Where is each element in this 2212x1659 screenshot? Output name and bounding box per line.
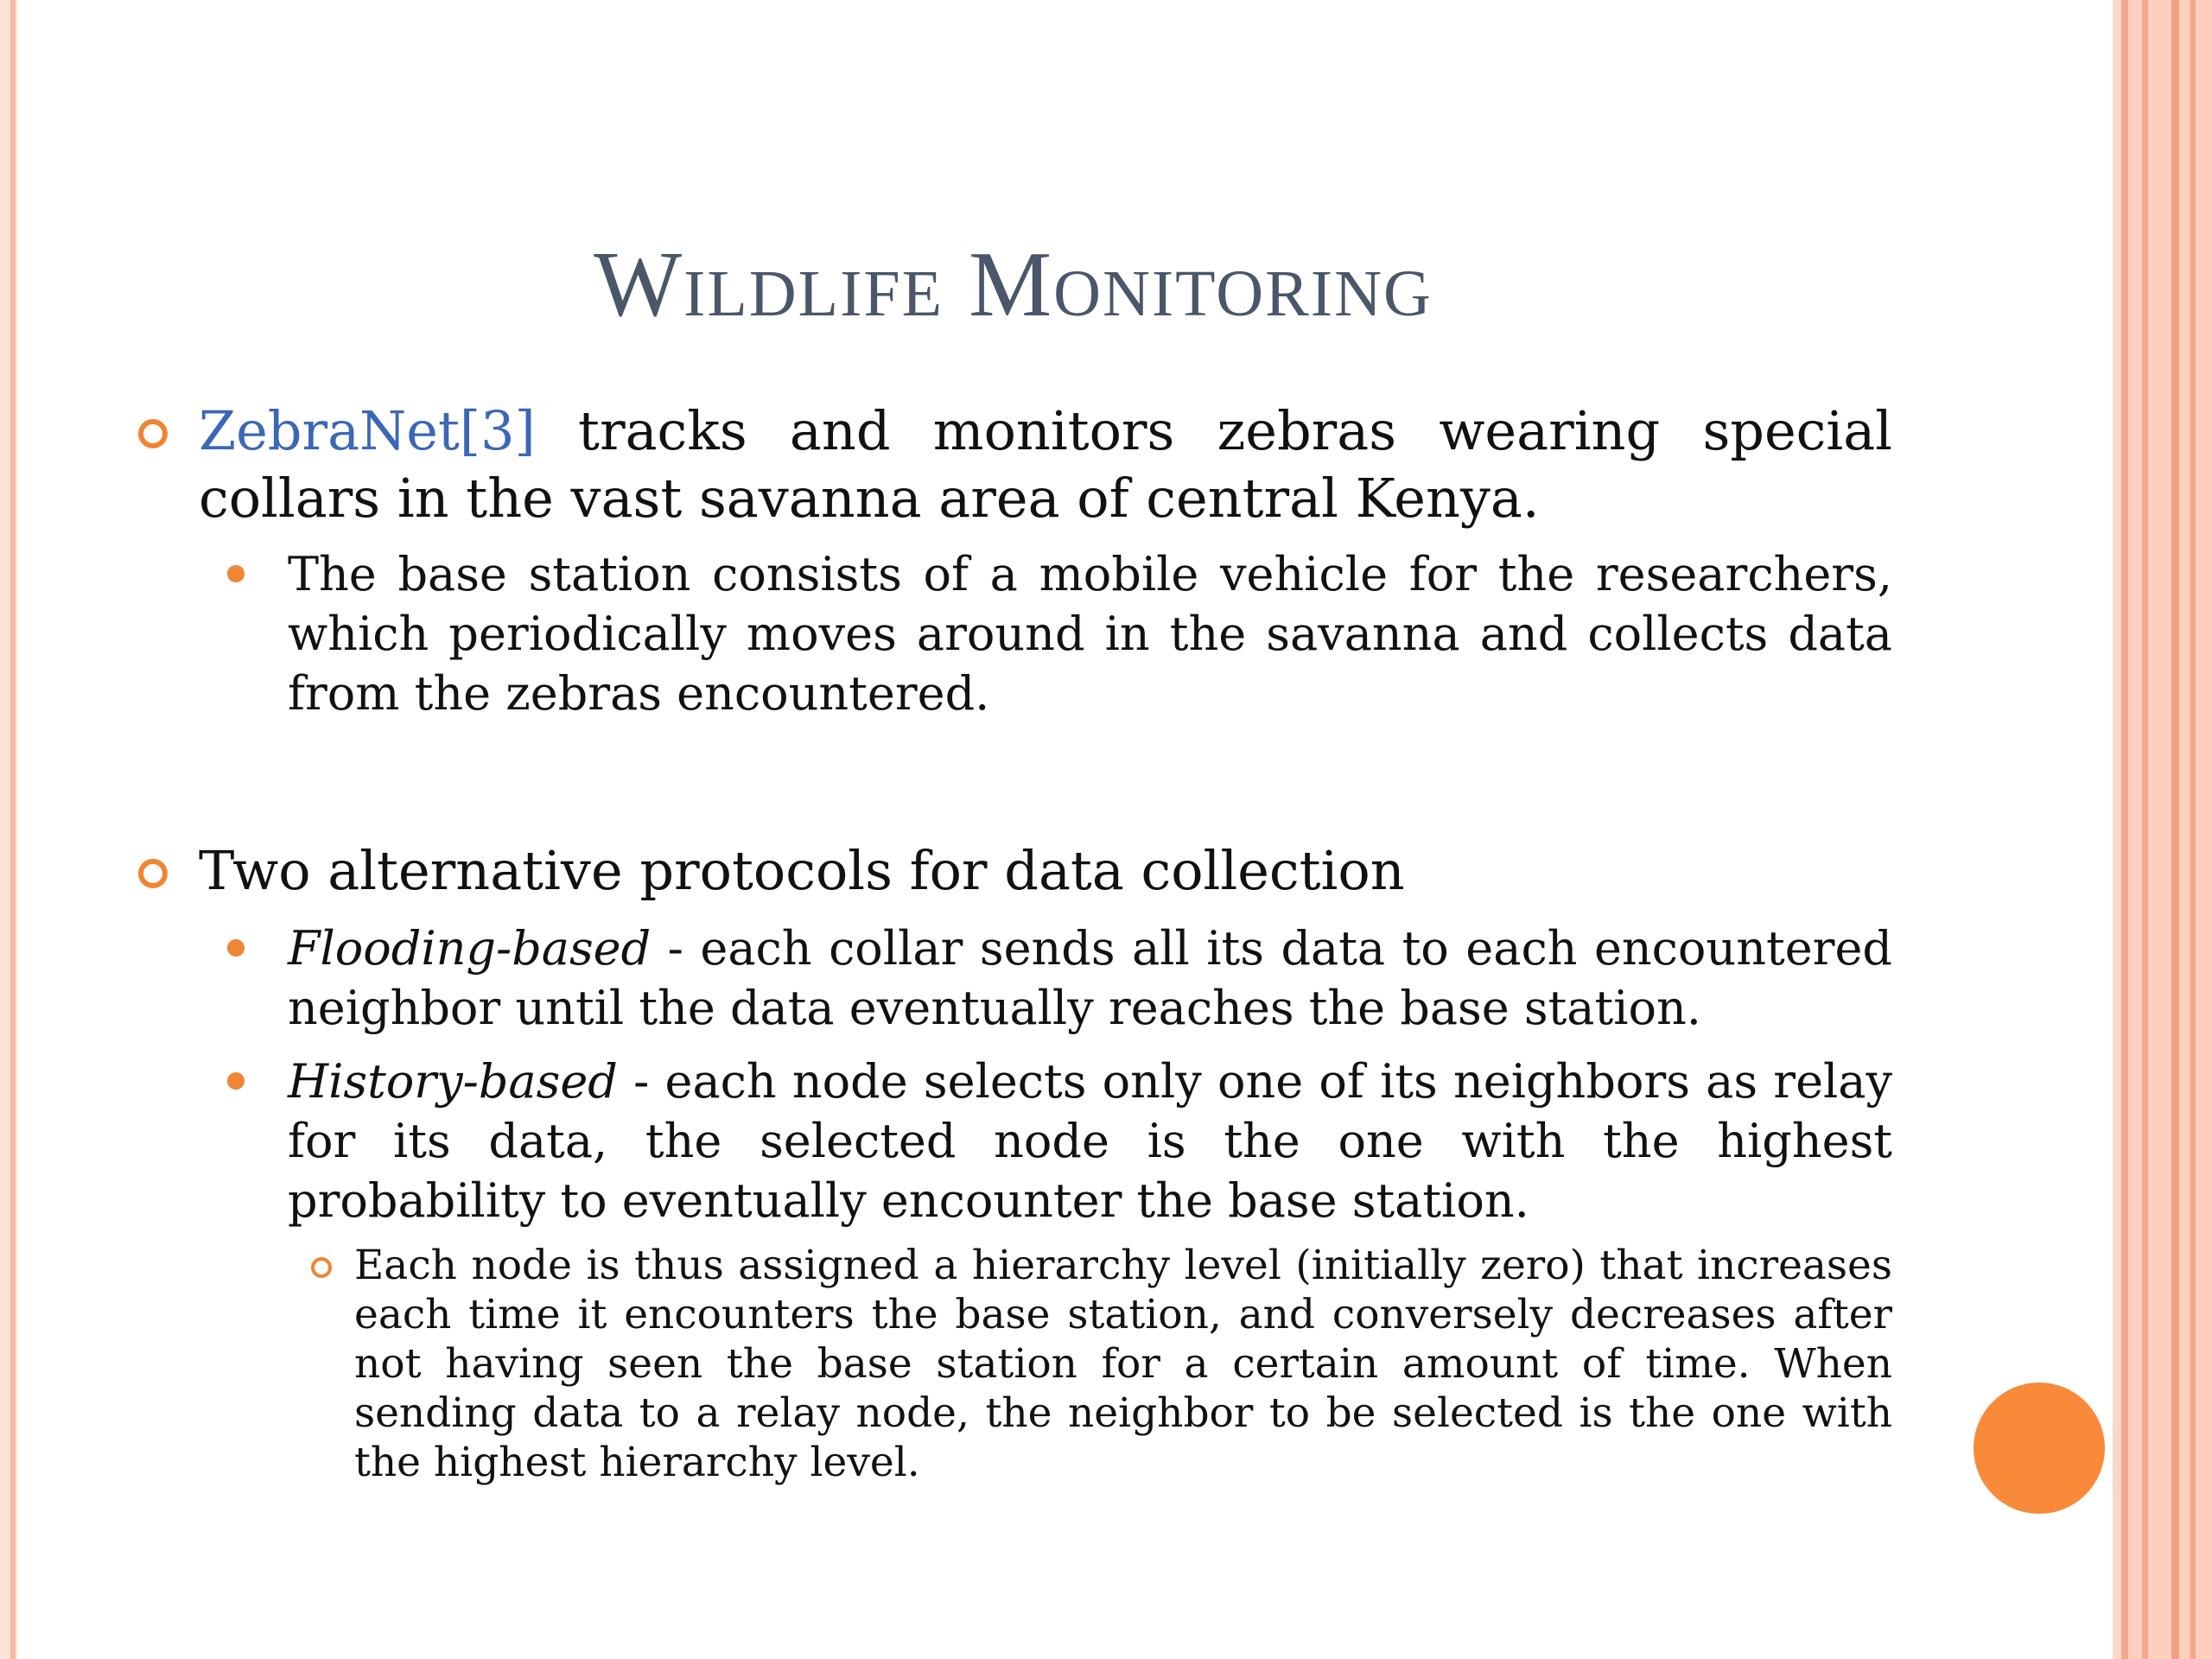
- sub-bullet-text: - each node selects only one of its neighbors as relay for its data, the selected node is the one with the highest probability to eventually encounter the base station.: [288, 1054, 1892, 1228]
- right-border: [2113, 0, 2212, 1659]
- bullet-ring-icon: [138, 859, 168, 888]
- bullet-protocols: [138, 837, 1892, 905]
- bullet-dot-icon: [227, 1072, 245, 1090]
- protocol-term: Flooding-based: [288, 921, 652, 976]
- bullet-text: tracks and monitors zebras wearing special collars in the vast savanna area of central Kenya.: [199, 399, 1892, 530]
- zebranet-link[interactable]: ZebraNet[3]: [199, 399, 536, 462]
- sub-bullet-history: [138, 1052, 1892, 1230]
- sub-bullet-text: - each collar sends all its data to each encountered neighbor until the data eventually reaches the base station.: [288, 921, 1892, 1035]
- bullet-ring-icon: [138, 419, 168, 448]
- sub-bullet-text: The base station consists of a mobile vehicle for the researchers, which periodically moves around in the savanna and collects data from the zebras encountered.: [288, 547, 1892, 721]
- bullet-text: Two alternative protocols for data collection: [199, 839, 1405, 902]
- bullet-zebranet: [138, 397, 1892, 532]
- bullet-dot-icon: [227, 939, 245, 957]
- slide-body: [138, 397, 1892, 1487]
- sub-bullet-flooding: [138, 918, 1892, 1038]
- protocol-term: History-based: [288, 1054, 618, 1109]
- bullet-ring-icon: [311, 1257, 332, 1278]
- sub-sub-bullet-text: Each node is thus assigned a hierarchy level (initially zero) that increases each time it encounters the base station, and conversely decreases after not having seen the base station for a certain amount of time. When sending data to a relay node, the neighbor to be selected is the one with the highest hierarchy level.: [354, 1242, 1892, 1486]
- bullet-dot-icon: [227, 565, 245, 582]
- sub-bullet-base-station: [138, 544, 1892, 723]
- slide-title: Wildlife Monitoring: [594, 233, 1433, 336]
- sub-sub-bullet-hierarchy: [138, 1241, 1892, 1487]
- decorative-circle: [1974, 1382, 2105, 1514]
